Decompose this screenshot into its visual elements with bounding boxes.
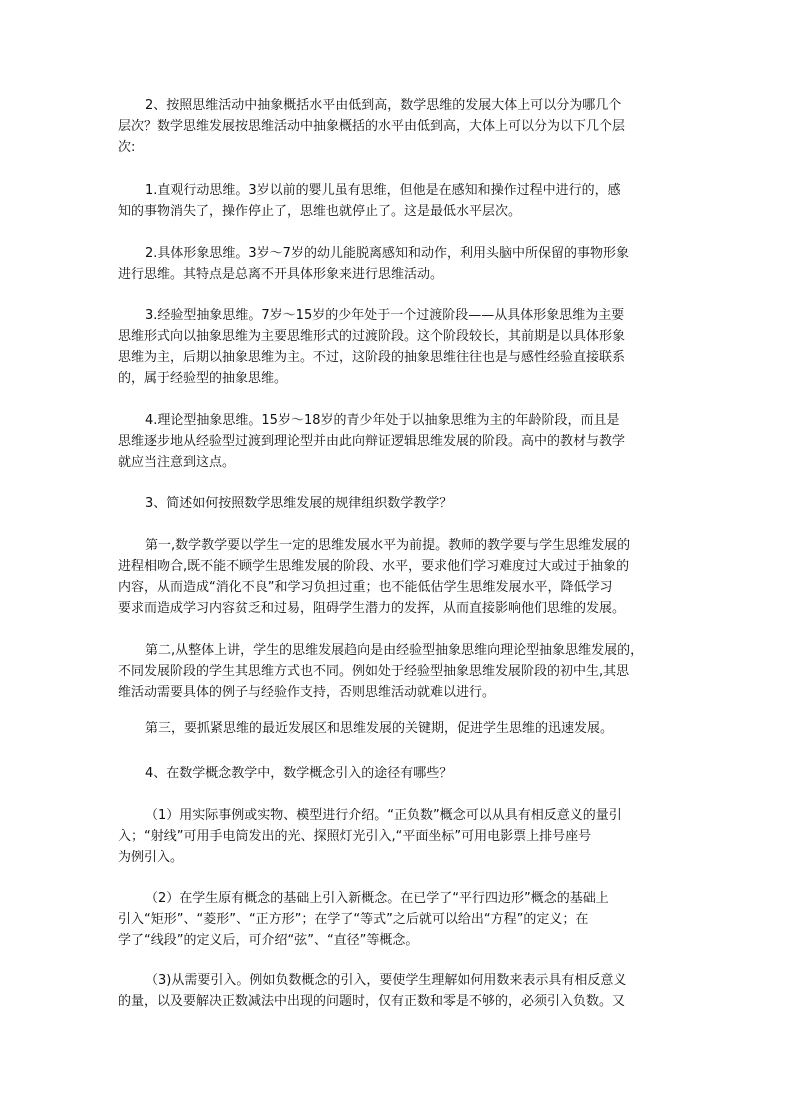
text-line: 1.直观行动思维。3岁以前的婴儿虽有思维，但他是在感知和操作过程中进行的，感 xyxy=(145,183,621,198)
text-line: 4、在数学概念教学中，数学概念引入的途径有哪些？ xyxy=(145,766,453,781)
text-line: 入；“射线”可用手电筒发出的光、探照灯光引入,“平面坐标”可用电影票上排号座号 xyxy=(118,829,592,844)
question-4-heading xyxy=(118,763,678,784)
text-line: 2.具体形象思维。3岁～7岁的幼儿能脱离感知和动作，利用头脑中所保留的事物形象 xyxy=(145,246,629,261)
method-3-paragraph xyxy=(118,970,678,1012)
text-line: 次: xyxy=(118,140,136,155)
point-1-paragraph xyxy=(118,535,678,619)
text-line: 进程相吻合,既不能不顾学生思维发展的阶段、水平，要求他们学习难度过大或过于抽象的 xyxy=(118,559,630,574)
text-line: 的量，以及要解决正数减法中出现的问题时，仅有正数和零是不够的，必须引入负数。又 xyxy=(118,994,626,1009)
level-4-paragraph xyxy=(118,410,678,473)
text-line: 为例引入。 xyxy=(118,850,184,865)
text-line: 第二,从整体上讲，学生的思维发展趋向是由经验型抽象思维向理论型抽象思维发展的， xyxy=(145,643,644,658)
question-3-heading xyxy=(118,493,678,514)
text-line: 思维逐步地从经验型过渡到理论型并由此向辩证逻辑思维发展的阶段。高中的教材与教学 xyxy=(118,434,626,449)
text-line: 第一,数学教学要以学生一定的思维发展水平为前提。教师的教学要与学生思维发展的 xyxy=(145,538,631,553)
text-line: 学了“线段”的定义后，可介绍“弦”、“直径”等概念。 xyxy=(118,933,419,948)
text-line: 要求而造成学习内容贫乏和过易，阻碍学生潜力的发挥，从而直接影响他们思维的发展。 xyxy=(118,601,626,616)
text-line: 的，属于经验型的抽象思维。 xyxy=(118,371,288,386)
text-line: 第三，要抓紧思维的最近发展区和思维发展的关键期，促进学生思维的迅速发展。 xyxy=(145,721,614,736)
text-line: 3、简述如何按照数学思维发展的规律组织数学教学？ xyxy=(145,496,453,511)
text-line: 内容，从而造成“消化不良”和学习负担过重；也不能低估学生思维发展水平，降低学习 xyxy=(118,580,613,595)
text-line: （1）用实际事例或实物、模型进行介绍。“正负数”概念可以从具有相反意义的量引 xyxy=(145,808,622,823)
text-line: 3.经验型抽象思维。7岁～15岁的少年处于一个过渡阶段——从具体形象思维为主要 xyxy=(145,308,625,323)
text-line: 知的事物消失了，操作停止了，思维也就停止了。这是最低水平层次。 xyxy=(118,204,522,219)
text-line: 层次？数学思维发展按思维活动中抽象概括的水平由低到高，大体上可以分为以下几个层 xyxy=(118,119,626,134)
text-line: 4.理论型抽象思维。15岁～18岁的青少年处于以抽象思维为主的年龄阶段，而且是 xyxy=(145,413,620,428)
text-line: 就应当注意到这点。 xyxy=(118,455,236,470)
method-1-paragraph xyxy=(118,805,678,868)
text-line: 不同发展阶段的学生其思维方式也不同。例如处于经验型抽象思维发展阶段的初中生,其思 xyxy=(118,664,630,679)
text-line: 思维为主，后期以抽象思维为主。不过，这阶段的抽象思维往往也是与感性经验直接联系 xyxy=(118,350,626,365)
level-3-paragraph xyxy=(118,305,678,389)
level-2-paragraph xyxy=(118,243,678,285)
text-line: （3)从需要引入。例如负数概念的引入，要使学生理解如何用数来表示具有相反意义 xyxy=(145,973,627,988)
text-line: 引入“矩形”、“菱形”、“正方形”；在学了“等式”之后就可以给出“方程”的定义；在 xyxy=(118,912,589,927)
text-line: 思维形式向以抽象思维为主要思维形式的过渡阶段。这个阶段较长，其前期是以具体形象 xyxy=(118,329,626,344)
text-line: 维活动需要具体的例子与经验作支持，否则思维活动就难以进行。 xyxy=(118,685,496,700)
text-line: 进行思维。其特点是总离不开具体形象来进行思维活动。 xyxy=(118,267,444,282)
question-2-paragraph xyxy=(118,95,678,158)
method-2-paragraph xyxy=(118,888,678,951)
text-line: （2）在学生原有概念的基础上引入新概念。在已学了“平行四边形”概念的基础上 xyxy=(145,891,609,906)
level-1-paragraph xyxy=(118,180,678,222)
point-3-paragraph xyxy=(118,718,678,739)
text-line: 2、按照思维活动中抽象概括水平由低到高，数学思维的发展大体上可以分为哪几个 xyxy=(145,98,622,113)
point-2-paragraph xyxy=(118,640,678,703)
